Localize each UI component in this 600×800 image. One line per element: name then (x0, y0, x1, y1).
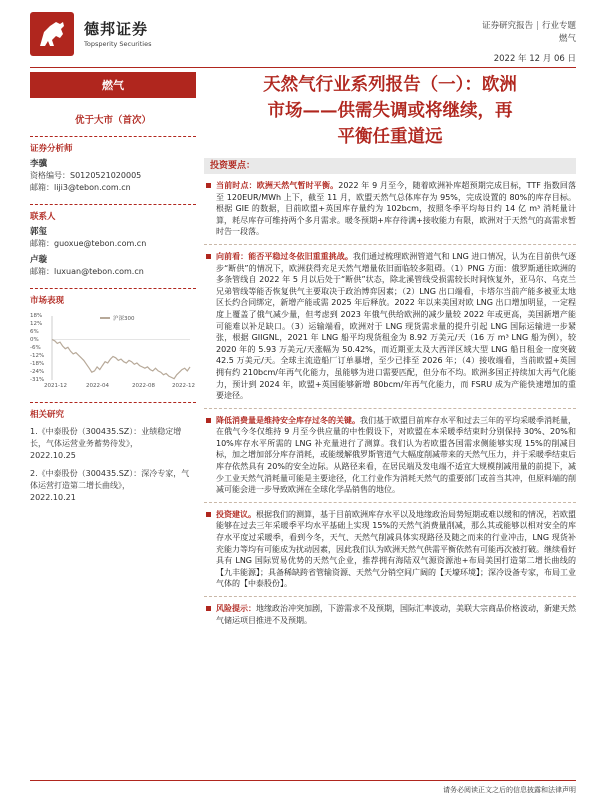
brand-logo (30, 12, 74, 56)
y-tick-label: -6% (30, 345, 41, 351)
related-date: 2022.10.21 (30, 493, 76, 502)
y-tick-label: -12% (30, 353, 45, 359)
report-title (204, 72, 576, 150)
key-point-lead: 风险提示： (216, 604, 256, 613)
report-header (0, 0, 600, 70)
key-points-list (204, 180, 576, 626)
brand-name-english: Topsperity Securities (84, 40, 152, 48)
x-tick-label: 2022-04 (86, 383, 109, 389)
key-point-lead: 向前看：能否平稳过冬依旧重重挑战。 (216, 251, 353, 261)
legend-label: 沪深300 (113, 316, 135, 322)
report-category: 行业专题 (541, 21, 576, 31)
contacts-heading: 联系人 (30, 204, 196, 222)
key-point (204, 415, 576, 496)
key-point-body: 2022 年 9 月至今，随着欧洲补库超预期完成目标，TTF 指数回落至 120EUR/MWh 上下，截至 11 月，欧盟天然气总体库存为 95%，完成设置的 80%的库存目标。根据 GIE 的数据，目前欧盟+英国库存量约为 102bcm，按照冬季平均每日约 14 亿 m³ 消耗量计算，耗尽库存可维持两个多月需求。暖冬预期+库存待满+接收能力有限，欧洲对于天然气的高需求暂时告一段落。 (216, 181, 576, 237)
divider (204, 408, 576, 409)
y-tick-label: -24% (30, 369, 45, 375)
key-point-lead: 投资建议。 (216, 509, 256, 519)
related-date: 2022.10.25 (30, 451, 76, 460)
contact-name: 卢璇 (30, 255, 48, 265)
related-item[interactable] (30, 468, 196, 504)
x-tick-label: 2021-12 (44, 383, 67, 389)
related-title: 1.《中泰股份（300435.SZ）：业绩稳定增长，气体运营业务蓄势待发》， (30, 427, 182, 448)
footer-divider (30, 780, 576, 781)
series-line-hs300 (52, 340, 190, 379)
analyst-name: 李骥 (30, 159, 48, 169)
divider (204, 596, 576, 597)
key-point (204, 180, 576, 238)
key-point-body: 我们基于欧盟目前库存水平和过去三年的平均采暖季消耗量，在俄气今冬仅维持 9 月至今供应量的中性假设下，对欧盟在本采暖季结束时分别保持 30%、20%和 10%库存水平所需的 LNG 补充量进行了测算。我们认为若欧盟各国需求侧能够实现 15%的削减目标，加之增加部分库存消耗，或能缓解俄罗斯管道气大幅度削减带来的天然气压力，并于采暖季结束后库存依然具有 20%的安全边际。从路径来看，在居民端及发电端不适宜大规模削减用量的前提下，减少工业天然气消耗量可能是主要途径，化工行业作为消耗天然气的重要部门或首当其冲，但原料端的削减可能会进一步导致欧洲在全球化学品销售的地位。 (216, 415, 576, 495)
footer-disclaimer: 请务必阅读正文之后的信息披露和法律声明 (443, 786, 576, 794)
analyst-heading: 证券分析师 (30, 136, 196, 154)
key-point (204, 603, 576, 626)
key-point-lead: 降低消费量是维持安全库存过冬的关键。 (216, 415, 360, 425)
title-line: 平衡任重道远 (337, 127, 443, 147)
horse-logo-icon (30, 12, 74, 56)
divider (204, 502, 576, 503)
main-content (204, 72, 576, 632)
key-point (204, 509, 576, 590)
market-heading: 市场表现 (30, 288, 196, 306)
industry-label: 燃气 (30, 72, 196, 98)
analyst-license: 资格编号：S0120521020005 (30, 171, 142, 180)
key-point-lead: 当前时点：欧洲天然气暂时平衡。 (216, 181, 339, 190)
divider (204, 244, 576, 245)
analyst-email: 邮箱：liji3@tebon.com.cn (30, 183, 131, 192)
related-item[interactable] (30, 426, 196, 462)
y-tick-label: 12% (30, 321, 43, 327)
y-tick-label: 0% (30, 337, 39, 343)
related-list (30, 426, 196, 504)
contact-name: 郭玺 (30, 227, 48, 237)
contact-email: 邮箱：guoxue@tebon.com.cn (30, 239, 147, 248)
sidebar (30, 72, 196, 510)
report-type: 证券研究报告 (482, 21, 534, 31)
y-tick-label: -18% (30, 361, 45, 367)
title-line: 天然气行业系列报告（一）：欧洲 (263, 75, 517, 95)
header-divider (30, 67, 576, 68)
market-performance-chart (30, 310, 196, 392)
brand-name: 德邦证券 (84, 20, 149, 38)
report-industry: 燃气 (558, 34, 576, 44)
key-point-body: 地缘政治冲突加剧，下游需求不及预期，国际汇率波动，美联大宗商品价格波动，新建天然气储运项目推进不及预期。 (216, 604, 576, 625)
analyst-card (30, 158, 196, 194)
key-point (204, 251, 576, 402)
key-point-body: 我们通过梳理欧洲管道气和 LNG 进口情况，认为在目前供气逐步“断供”的情况下，欧洲获得充足天然气增量依旧面临较多阻碍。（1）PNG 方面：俄罗斯通往欧洲的多条管线自 2022 年 5 月以后处于“断供”状态，除北溪管线受损需较长时间恢复外，亚马尔、乌克兰兄弟管线等能否恢复供气主要取决于政治博弈因素；（2）LNG 出口端看，卡塔尔当前产能多被亚太地区长约合同绑定，新增产能或需 2025 年后释放。2022 年以来美国对欧 LNG 出口增加明显，一定程度上覆盖了俄气减少量，但考虑到 2023 年俄气供给欧洲的减少量较 2022 年或更高，美国新增产能可能难以补足缺口。（3）运输端看，欧洲对于 LNG 现货需求量的提升引起 LNG 国际运输进一步紧张，根据 GIIGNL，2021 年 LNG 船平均现货租金为 8.92 万美元/天（16 万 m³ LNG 船为例），较 2020 年的 5.93 万美元/天涨幅为 50.42%，而近期亚太及大西洋区域大型 LNG 船日租金一度突破 42.5 万美元/天。全球主流造船厂订单暴增，至少已排至 2026 年；（4）接收端看，当前欧盟+英国拥有约 210bcm/年再气化能力，虽能够为进口需要匹配，但分布不均。欧洲多国正持续加大再气化能力，预计到 2024 年，欧盟+英国能够新增 80bcm/年再气化能力，而 FSRU 成为产能快速增加的重要途径。 (216, 251, 577, 401)
related-heading: 相关研究 (30, 402, 196, 420)
report-date: 2022 年 12 月 06 日 (493, 54, 576, 64)
x-tick-label: 2022-12 (172, 383, 195, 389)
chart-legend (100, 314, 135, 322)
related-title: 2.《中泰股份（300435.SZ）：深冷专家，气体运营打造第二增长曲线》， (30, 469, 190, 490)
y-tick-label: -31% (30, 377, 45, 383)
contact-email: 邮箱：luxuan@tebon.com.cn (30, 267, 144, 276)
key-points-heading: 投资要点： (204, 158, 576, 174)
x-tick-label: 2022-08 (132, 383, 155, 389)
legend-swatch (100, 317, 110, 319)
key-point-body: 根据我们的测算，基于目前欧洲库存水平以及地缘政治局势短期或难以缓和的情况，若欧盟能够在过去三年采暖季平均水平基础上实现 15%的天然气消费量削减，那么其或能够以相对安全的库存水平度过采暖季，看到今冬，天气、天然气削减具体实现路径及随之而来的行业冲击，LNG 现货补充能力等均有可能成为扰动因素，因此我们认为欧洲天然气供需平衡依然有可能再次被打破。继续看好具有 LNG 国际贸易优势的天然气企业，推荐拥有海陆双气源资源池+布局美国打造第二增长曲线的【九丰能源】；具备稀缺跨省管输资源、天然气分销空间广阔的【天壕环境】；深冷设备专家，布局工业气体的【中泰股份】。 (216, 509, 576, 589)
rating: 优于大市（首次） (74, 115, 151, 126)
chart-canvas (30, 310, 196, 392)
contact-card (30, 226, 196, 278)
y-tick-label: 18% (30, 313, 43, 319)
y-tick-label: 6% (30, 329, 39, 335)
report-meta: 证券研究报告 | 行业专题 燃气 (482, 21, 576, 44)
title-line: 市场——供需失调或将继续，再 (267, 101, 513, 121)
